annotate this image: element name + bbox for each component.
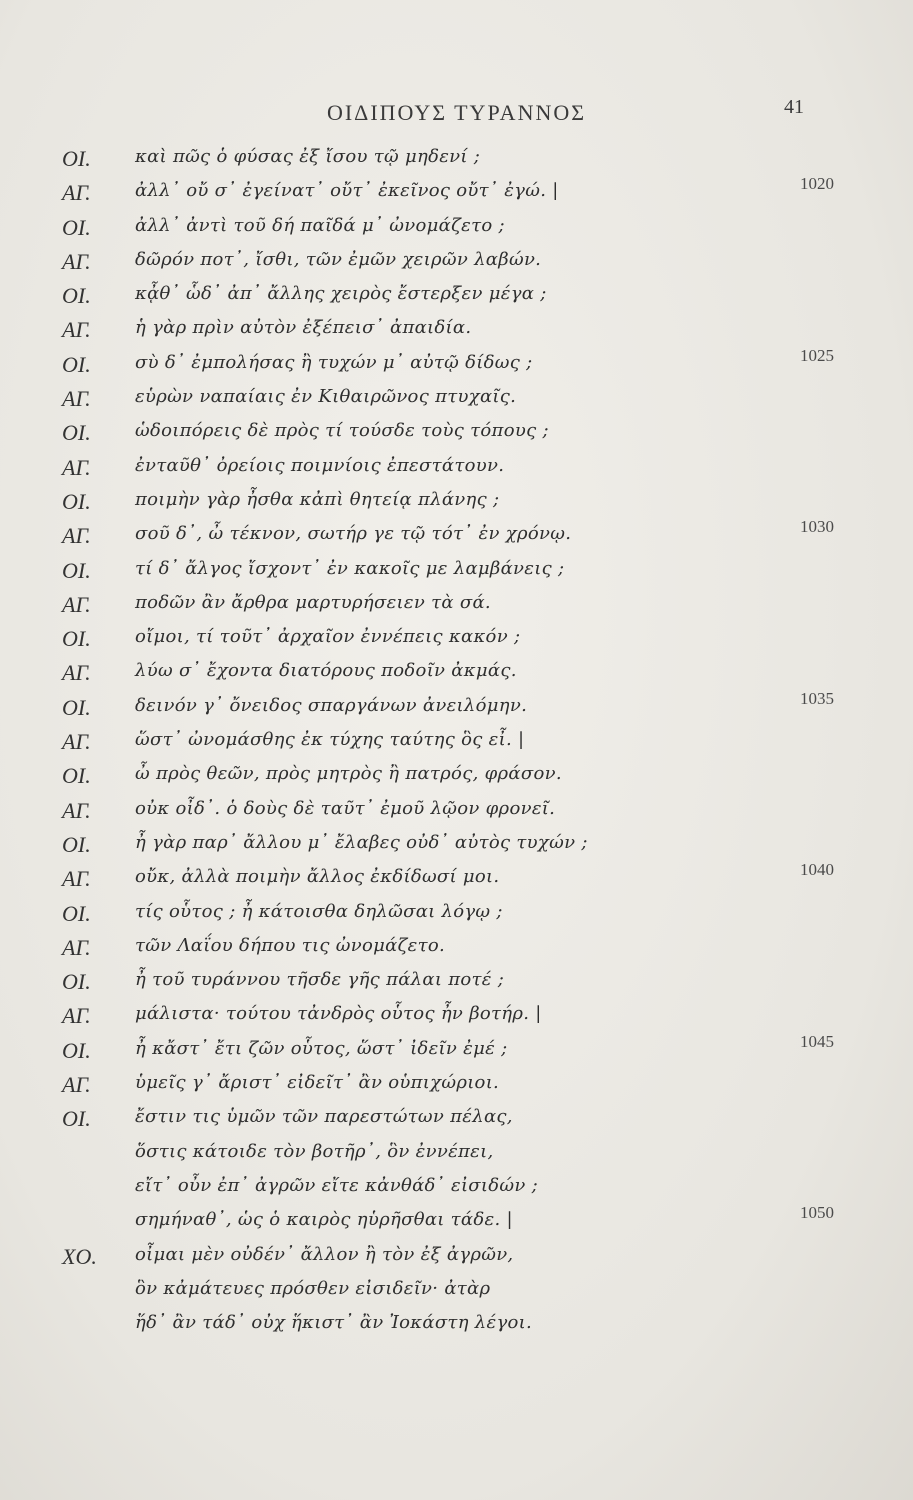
- speaker-label: ΑΓ.: [62, 1072, 91, 1098]
- verse-text: ἥδ᾽ ἂν τάδ᾽ οὐχ ἥκιστ᾽ ἂν Ἰοκάστη λέγοι.: [135, 1312, 533, 1334]
- verse-line: [0, 1306, 913, 1340]
- speaker-label: ΟΙ.: [62, 831, 91, 857]
- verse-text: ἦ κἄστ᾽ ἔτι ζῶν οὗτος, ὥστ᾽ ἰδεῖν ἐμέ ;: [135, 1037, 508, 1059]
- speaker-label: ΟΙ.: [62, 557, 91, 583]
- speaker-label: ΑΓ.: [62, 660, 91, 686]
- verse-text: οὔκ, ἀλλὰ ποιμὴν ἄλλος ἐκδίδωσί μοι.: [135, 866, 500, 888]
- verse-text: δῶρόν ποτ᾽, ἴσθι, τῶν ἐμῶν χειρῶν λαβών.: [135, 248, 542, 270]
- verse-text: ὥστ᾽ ὠνομάσθης ἐκ τύχης ταύτης ὃς εἶ. |: [135, 729, 525, 751]
- verse-line: [0, 1203, 913, 1237]
- page-number: 41: [784, 96, 804, 118]
- speaker-label: ΟΙ.: [62, 969, 91, 995]
- speaker-label: ΟΙ.: [62, 283, 91, 309]
- verse-line: [0, 483, 913, 517]
- verse-line: [0, 243, 913, 277]
- verse-line: [0, 689, 913, 723]
- verse-text: ἀλλ᾽ οὔ σ᾽ ἐγείνατ᾽ οὔτ᾽ ἐκεῖνος οὔτ᾽ ἐγώ. |: [135, 180, 559, 202]
- verse-text: ὅστις κάτοιδε τὸν βοτῆρ᾽, ὃν ἐννέπει,: [135, 1140, 494, 1162]
- verse-text: ὑμεῖς γ᾽ ἄριστ᾽ εἰδεῖτ᾽ ἂν οὑπιχώριοι.: [135, 1072, 500, 1094]
- verse-block: [0, 140, 913, 1340]
- speaker-label: ΑΓ.: [62, 934, 91, 960]
- verse-text: ποιμὴν γὰρ ἦσθα κἀπὶ θητείᾳ πλάνης ;: [135, 488, 500, 510]
- verse-text: οἶμαι μὲν οὐδέν᾽ ἄλλον ἢ τὸν ἐξ ἀγρῶν,: [135, 1243, 514, 1265]
- verse-line: [0, 757, 913, 791]
- speaker-label: ΑΓ.: [62, 454, 91, 480]
- speaker-label: ΑΓ.: [62, 591, 91, 617]
- verse-line: [0, 1238, 913, 1272]
- verse-text: ἦ τοῦ τυράννου τῆσδε γῆς πάλαι ποτέ ;: [135, 969, 505, 991]
- verse-text: οἴμοι, τί τοῦτ᾽ ἀρχαῖον ἐννέπεις κακόν ;: [135, 626, 521, 648]
- speaker-label: ΑΓ.: [62, 729, 91, 755]
- verse-line: [0, 1066, 913, 1100]
- verse-text: ἔστιν τις ὑμῶν τῶν παρεστώτων πέλας,: [135, 1106, 513, 1128]
- speaker-label: ΑΓ.: [62, 797, 91, 823]
- speaker-label: ΟΙ.: [62, 900, 91, 926]
- verse-text: ἐνταῦθ᾽ ὀρείοις ποιμνίοις ἐπεστάτουν.: [135, 454, 505, 476]
- verse-text: εἴτ᾽ οὖν ἐπ᾽ ἀγρῶν εἴτε κἀνθάδ᾽ εἰσιδών ;: [135, 1174, 538, 1196]
- line-number: 1025: [800, 345, 834, 365]
- verse-text: σὺ δ᾽ ἐμπολήσας ἢ τυχών μ᾽ αὐτῷ δίδως ;: [135, 351, 533, 373]
- speaker-label: ΑΓ.: [62, 248, 91, 274]
- verse-text: ποδῶν ἂν ἄρθρα μαρτυρήσειεν τὰ σά.: [135, 591, 491, 613]
- verse-line: [0, 552, 913, 586]
- verse-line: [0, 826, 913, 860]
- verse-text: ἀλλ᾽ ἀντὶ τοῦ δή παῖδά μ᾽ ὠνομάζετο ;: [135, 214, 505, 236]
- verse-text: ὃν κἀμάτευες πρόσθεν εἰσιδεῖν· ἀτὰρ: [135, 1277, 491, 1299]
- line-number: 1020: [800, 174, 834, 194]
- speaker-label: ΟΙ.: [62, 420, 91, 446]
- speaker-label: ΑΓ.: [62, 386, 91, 412]
- verse-line: [0, 860, 913, 894]
- verse-text: καὶ πῶς ὁ φύσας ἐξ ἴσου τῷ μηδενί ;: [135, 146, 481, 167]
- verse-line: [0, 792, 913, 826]
- line-number: 1050: [800, 1203, 834, 1223]
- verse-line: [0, 620, 913, 654]
- speaker-label: ΟΙ.: [62, 1037, 91, 1063]
- verse-line: [0, 1169, 913, 1203]
- verse-text: κᾆθ᾽ ὧδ᾽ ἀπ᾽ ἄλλης χειρὸς ἔστερξεν μέγα ;: [135, 283, 547, 305]
- speaker-label: ΟΙ.: [62, 1106, 91, 1132]
- verse-line: [0, 586, 913, 620]
- speaker-label: ΟΙ.: [62, 351, 91, 377]
- verse-line: [0, 277, 913, 311]
- verse-text: εὑρὼν ναπαίαις ἐν Κιθαιρῶνος πτυχαῖς.: [135, 386, 517, 408]
- speaker-label: ΑΓ.: [62, 1003, 91, 1029]
- verse-line: [0, 895, 913, 929]
- verse-line: [0, 1135, 913, 1169]
- verse-line: [0, 414, 913, 448]
- verse-line: [0, 517, 913, 551]
- verse-line: [0, 1100, 913, 1134]
- verse-text: οὐκ οἶδ᾽. ὁ δοὺς δὲ ταῦτ᾽ ἐμοῦ λῷον φρονεῖ.: [135, 797, 556, 819]
- verse-line: [0, 1272, 913, 1306]
- speaker-label: ΟΙ.: [62, 626, 91, 652]
- verse-line: [0, 929, 913, 963]
- verse-text: ὡδοιπόρεις δὲ πρὸς τί τούσδε τοὺς τόπους ;: [135, 420, 549, 442]
- verse-line: [0, 654, 913, 688]
- verse-line: [0, 963, 913, 997]
- speaker-label: ΑΓ.: [62, 523, 91, 549]
- speaker-label: ΑΓ.: [62, 317, 91, 343]
- verse-text: λύω σ᾽ ἔχοντα διατόρους ποδοῖν ἀκμάς.: [135, 660, 517, 682]
- verse-text: ἡ γὰρ πρὶν αὐτὸν ἐξέπεισ᾽ ἀπαιδία.: [135, 317, 472, 339]
- verse-line: [0, 174, 913, 208]
- verse-text: τῶν Λαΐου δήπου τις ὠνομάζετο.: [135, 934, 446, 956]
- verse-line: [0, 209, 913, 243]
- verse-line: [0, 723, 913, 757]
- verse-text: σημήναθ᾽, ὡς ὁ καιρὸς ηὑρῆσθαι τάδε. |: [135, 1209, 513, 1231]
- verse-text: τίς οὗτος ; ἦ κάτοισθα δηλῶσαι λόγῳ ;: [135, 900, 503, 922]
- verse-text: ἦ γὰρ παρ᾽ ἄλλου μ᾽ ἔλαβες οὐδ᾽ αὐτὸς τυχών ;: [135, 831, 588, 853]
- speaker-label: ΑΓ.: [62, 180, 91, 206]
- verse-line: [0, 140, 913, 174]
- speaker-label: ΟΙ.: [62, 694, 91, 720]
- speaker-label: ΟΙ.: [62, 214, 91, 240]
- speaker-label: ΟΙ.: [62, 146, 91, 171]
- running-head: ΟΙΔΙΠΟΥΣ ΤΥΡΑΝΝΟΣ: [326, 100, 587, 125]
- speaker-label: ΟΙ.: [62, 488, 91, 514]
- speaker-label: ΑΓ.: [62, 866, 91, 892]
- verse-text: μάλιστα· τούτου τἀνδρὸς οὗτος ἦν βοτήρ. |: [135, 1003, 542, 1025]
- verse-line: [0, 311, 913, 345]
- line-number: 1030: [800, 517, 834, 537]
- verse-text: ὦ πρὸς θεῶν, πρὸς μητρὸς ἢ πατρός, φράσον.: [135, 763, 562, 785]
- line-number: 1045: [800, 1031, 834, 1051]
- verse-line: [0, 1032, 913, 1066]
- verse-text: δεινόν γ᾽ ὄνειδος σπαργάνων ἀνειλόμην.: [135, 694, 528, 716]
- verse-line: [0, 380, 913, 414]
- verse-line: [0, 997, 913, 1031]
- line-number: 1035: [800, 688, 834, 708]
- speaker-label: ΟΙ.: [62, 763, 91, 789]
- verse-line: [0, 346, 913, 380]
- verse-text: σοῦ δ᾽, ὦ τέκνον, σωτήρ γε τῷ τότ᾽ ἐν χρόνῳ.: [135, 523, 572, 545]
- verse-line: [0, 449, 913, 483]
- verse-text: τί δ᾽ ἄλγος ἴσχοντ᾽ ἐν κακοῖς με λαμβάνεις ;: [135, 557, 565, 579]
- line-number: 1040: [800, 860, 834, 880]
- speaker-label: ΧΟ.: [62, 1243, 97, 1269]
